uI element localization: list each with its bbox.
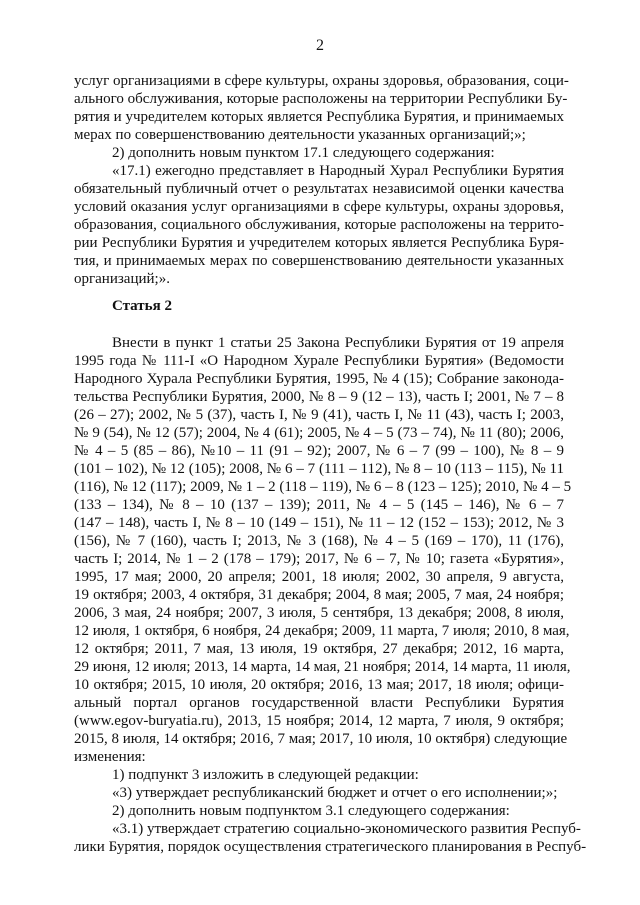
text-line: изменения:	[74, 749, 146, 765]
quoted-text-line: образования, социального обслуживания, которые расположены на террито-	[74, 217, 564, 233]
text-line: № 9 (54), № 12 (57); 2004, № 4 (61); 2005, № 4 – 5 (73 – 74), № 11 (80); 2006,	[74, 425, 564, 441]
quoted-text-line: обязательный публичный отчет о результатах независимой оценки качества	[74, 181, 564, 197]
text-line: 2015, 8 июля, 14 октября; 2016, 7 мая; 2017, 10 июля, 10 октября) следующие	[74, 731, 568, 747]
text-line: тельства Республики Бурятия, 2000, № 8 – 9 (12 – 13), часть I; 2001, № 7 – 8	[74, 389, 564, 405]
article-heading: Статья 2	[112, 298, 172, 314]
list-item: 1) подпункт 3 изложить в следующей редакции:	[112, 767, 419, 783]
list-item: 2) дополнить новым подпунктом 3.1 следующего содержания:	[112, 803, 510, 819]
quoted-text-line: лики Бурятия, порядок осуществления стратегического планирования в Респуб-	[74, 839, 587, 855]
text-line: 2006, 3 мая, 24 ноября; 2007, 3 июля, 5 сентября, 13 декабря; 2008, 8 июля,	[74, 605, 564, 621]
text-line: 1995 года № 111-I «О Народном Хурале Республики Бурятия» (Ведомости	[74, 353, 564, 369]
quoted-text-line: «3.1) утверждает стратегию социально-экономического развития Респуб-	[112, 821, 581, 837]
quoted-text-line: «17.1) ежегодно представляет в Народный Хурал Республики Бурятия	[112, 163, 564, 179]
quoted-text-line: организаций;».	[74, 271, 170, 287]
quoted-text-line: тия, и принимаемых мерах по совершенствованию деятельности указанных	[74, 253, 564, 269]
text-line: (26 – 27); 2002, № 5 (37), часть I, № 9 (41), часть I, № 11 (43), часть I; 2003,	[74, 407, 564, 423]
text-line: (www.egov-buryatia.ru), 2013, 15 ноября; 2014, 12 марта, 7 июля, 9 октября;	[74, 713, 564, 729]
text-line: 1995, 17 мая; 2000, 20 апреля; 2001, 18 июля; 2002, 30 апреля, 9 августа,	[74, 569, 564, 585]
text-line: ального обслуживания, которые расположены на территории Республики Бу-	[74, 91, 568, 107]
text-line: Народного Хурала Республики Бурятия, 1995, № 4 (15); Собрание законода-	[74, 371, 564, 387]
quoted-text-line: условий оказания услуг организациями в сфере культуры, охраны здоровья,	[74, 199, 564, 215]
text-line: (147 – 148), часть I, № 8 – 10 (149 – 151), № 11 – 12 (152 – 153); 2012, № 3	[74, 515, 564, 531]
text-line: (101 – 102), № 12 (105); 2008, № 6 – 7 (111 – 112), № 8 – 10 (113 – 115), № 11	[74, 461, 564, 477]
page-number: 2	[316, 37, 324, 54]
text-line: 19 октября; 2003, 4 октября, 31 декабря; 2004, 8 мая; 2005, 7 мая, 24 ноября;	[74, 587, 564, 603]
text-line: услуг организациями в сфере культуры, охраны здоровья, образования, соци-	[74, 73, 569, 89]
text-line: мерах по совершенствованию деятельности указанных организаций;»;	[74, 127, 526, 143]
text-line: (156), № 7 (160), часть I; 2013, № 3 (168), № 4 – 5 (169 – 170), 11 (176),	[74, 533, 564, 549]
text-line: 10 октября; 2015, 10 июля, 20 октября; 2016, 13 мая; 2017, 18 июля; офици-	[74, 677, 564, 693]
quoted-text-line: рии Республики Бурятия и учредителем которых является Республика Буря-	[74, 235, 564, 251]
text-line: Внести в пункт 1 статьи 25 Закона Республики Бурятия от 19 апреля	[112, 335, 564, 351]
text-line: 12 июля, 1 октября, 6 ноября, 24 декабря; 2009, 11 марта, 7 июля; 2010, 8 мая,	[74, 623, 570, 639]
list-item: 2) дополнить новым пунктом 17.1 следующего содержания:	[112, 145, 495, 161]
text-line: альный портал органов государственной власти Республики Бурятия	[74, 695, 564, 711]
text-line: рятия и учредителем которых является Республика Бурятия, и принимаемых	[74, 109, 564, 125]
text-line: 12 октября; 2011, 7 мая, 13 июля, 19 октября, 27 декабря; 2012, 16 марта,	[74, 641, 564, 657]
quoted-text-line: «3) утверждает республиканский бюджет и отчет о его исполнении;»;	[112, 785, 558, 801]
text-line: 29 июня, 12 июля; 2013, 14 марта, 14 мая, 21 ноября; 2014, 14 марта, 11 июля,	[74, 659, 571, 675]
text-line: № 4 – 5 (85 – 86), №10 – 11 (91 – 92); 2007, № 6 – 7 (99 – 100), № 8 – 9	[74, 443, 564, 459]
text-line: часть I; 2014, № 1 – 2 (178 – 179); 2017, № 6 – 7, № 10; газета «Бурятия»,	[74, 551, 564, 567]
text-line: (116), № 12 (117); 2009, № 1 – 2 (118 – 119), № 6 – 8 (123 – 125); 2010, № 4 – 5	[74, 479, 572, 495]
text-line: (133 – 134), № 8 – 10 (137 – 139); 2011, № 4 – 5 (145 – 146), № 6 – 7	[74, 497, 564, 513]
